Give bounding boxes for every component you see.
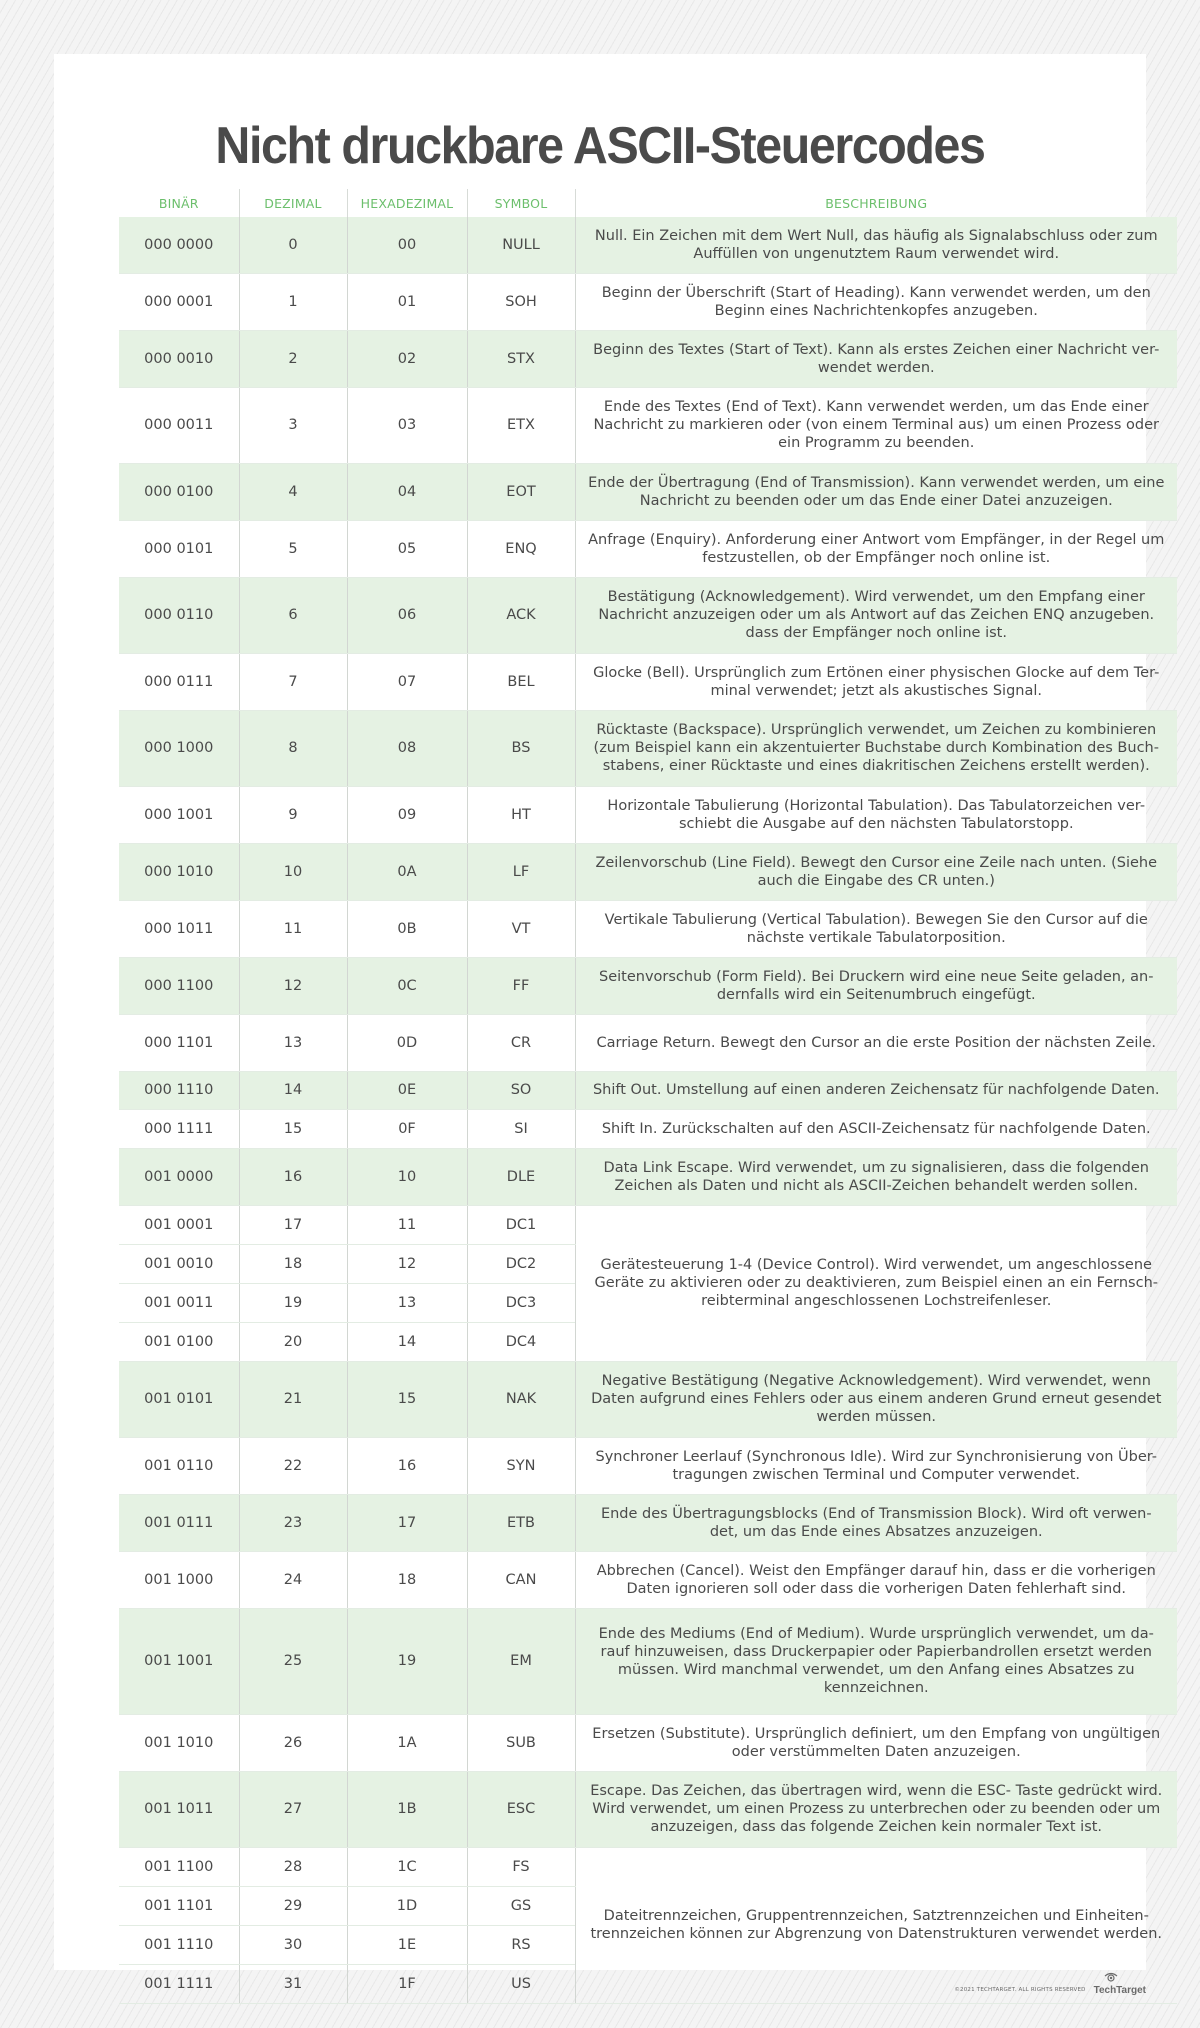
symbol-cell: HT xyxy=(467,786,575,843)
symbol-cell: ENQ xyxy=(467,520,575,577)
decimal-cell: 28 xyxy=(239,1847,347,1886)
symbol-cell: DC3 xyxy=(467,1283,575,1322)
symbol-cell: DC2 xyxy=(467,1244,575,1283)
page-title: Nicht druckbare ASCII-Steuercodes xyxy=(215,117,985,175)
hexadecimal-cell: 00 xyxy=(347,217,467,273)
decimal-cell: 1 xyxy=(239,273,347,330)
decimal-cell: 20 xyxy=(239,1322,347,1361)
binary-cell: 001 0100 xyxy=(119,1322,239,1361)
binary-cell: 001 1001 xyxy=(119,1608,239,1714)
ascii-control-codes-table xyxy=(119,189,1177,2004)
hexadecimal-cell: 1B xyxy=(347,1771,467,1847)
description-cell: Shift In. Zurückschalten auf den ASCII-Zeichensatz für nachfolgende Daten. xyxy=(575,1109,1177,1148)
symbol-cell: EM xyxy=(467,1608,575,1714)
binary-cell: 000 1001 xyxy=(119,786,239,843)
table-row xyxy=(119,957,1177,1014)
decimal-cell: 18 xyxy=(239,1244,347,1283)
description-cell: Null. Ein Zeichen mit dem Wert Null, das häufig als Signalabschluss oder zum Auffüllen von ungenutztem Raum verwendet wird. xyxy=(575,217,1177,273)
techtarget-logo xyxy=(1094,1985,1146,1996)
binary-cell: 001 1011 xyxy=(119,1771,239,1847)
description-cell: Ende des Textes (End of Text). Kann verwendet werden, um das Ende einer Nachricht zu markieren oder (von einem Terminal aus) um einen Prozess oder ein Programm zu beenden. xyxy=(575,387,1177,463)
table-row xyxy=(119,1494,1177,1551)
symbol-cell: SO xyxy=(467,1071,575,1109)
table-row xyxy=(119,387,1177,463)
description-cell: Beginn des Textes (Start of Text). Kann als erstes Zeichen einer Nachricht ver-wendet werden. xyxy=(575,330,1177,387)
table-row xyxy=(119,463,1177,520)
decimal-cell: 22 xyxy=(239,1437,347,1494)
binary-cell: 000 0101 xyxy=(119,520,239,577)
decimal-cell: 8 xyxy=(239,710,347,786)
binary-cell: 000 1010 xyxy=(119,843,239,900)
symbol-cell: EOT xyxy=(467,463,575,520)
symbol-cell: ESC xyxy=(467,1771,575,1847)
binary-cell: 000 1101 xyxy=(119,1014,239,1071)
hexadecimal-cell: 1A xyxy=(347,1714,467,1771)
table-row xyxy=(119,843,1177,900)
symbol-cell: SI xyxy=(467,1109,575,1148)
column-header-decimal: DEZIMAL xyxy=(239,189,347,217)
symbol-cell: DC4 xyxy=(467,1322,575,1361)
column-header-hexadecimal: HEXADEZIMAL xyxy=(347,189,467,217)
description-cell: Dateitrennzeichen, Gruppentrennzeichen, Satztrennzeichen und Einheiten-trennzeichen können zur Abgrenzung von Datenstrukturen verwendet werden. xyxy=(575,1847,1177,2003)
binary-cell: 001 0000 xyxy=(119,1148,239,1205)
hexadecimal-cell: 0D xyxy=(347,1014,467,1071)
hexadecimal-cell: 13 xyxy=(347,1283,467,1322)
decimal-cell: 10 xyxy=(239,843,347,900)
decimal-cell: 0 xyxy=(239,217,347,273)
hexadecimal-cell: 19 xyxy=(347,1608,467,1714)
eye-icon xyxy=(1104,1972,1118,1982)
symbol-cell: BEL xyxy=(467,653,575,710)
decimal-cell: 16 xyxy=(239,1148,347,1205)
binary-cell: 001 0110 xyxy=(119,1437,239,1494)
hexadecimal-cell: 04 xyxy=(347,463,467,520)
binary-cell: 000 0110 xyxy=(119,577,239,653)
description-cell: Rücktaste (Backspace). Ursprünglich verwendet, um Zeichen zu kombinieren (zum Beispiel kann ein akzentuierter Buchstabe durch Kombination des Buch-stabens, einer Rücktaste und eines diakritischen Zeichens erstellt werden). xyxy=(575,710,1177,786)
symbol-cell: NULL xyxy=(467,217,575,273)
decimal-cell: 26 xyxy=(239,1714,347,1771)
table-row xyxy=(119,217,1177,273)
decimal-cell: 9 xyxy=(239,786,347,843)
hexadecimal-cell: 0B xyxy=(347,900,467,957)
description-cell: Beginn der Überschrift (Start of Heading). Kann verwendet werden, um den Beginn eines Nachrichtenkopfes anzugeben. xyxy=(575,273,1177,330)
hexadecimal-cell: 12 xyxy=(347,1244,467,1283)
binary-cell: 001 1100 xyxy=(119,1847,239,1886)
hexadecimal-cell: 06 xyxy=(347,577,467,653)
binary-cell: 001 1010 xyxy=(119,1714,239,1771)
decimal-cell: 27 xyxy=(239,1771,347,1847)
symbol-cell: STX xyxy=(467,330,575,387)
table-row xyxy=(119,1714,1177,1771)
table-body xyxy=(119,217,1177,2003)
decimal-cell: 23 xyxy=(239,1494,347,1551)
table-row xyxy=(119,330,1177,387)
binary-cell: 000 1100 xyxy=(119,957,239,1014)
description-cell: Bestätigung (Acknowledgement). Wird verwendet, um den Empfang einer Nachricht anzuzeigen oder um als Antwort auf das Zeichen ENQ anzugeben. dass der Empfänger noch online ist. xyxy=(575,577,1177,653)
table-row xyxy=(119,1361,1177,1437)
table-row xyxy=(119,1847,1177,1886)
brand-name: TechTarget xyxy=(1093,1985,1146,1996)
symbol-cell: SOH xyxy=(467,273,575,330)
description-cell: Escape. Das Zeichen, das übertragen wird, wenn die ESC- Taste gedrückt wird. Wird verwendet, um einen Prozess zu unterbrechen oder zu beenden oder um anzuzeigen, dass das folgende Zeichen kein normaler Text ist. xyxy=(575,1771,1177,1847)
symbol-cell: US xyxy=(467,1964,575,2003)
symbol-cell: FS xyxy=(467,1847,575,1886)
symbol-cell: CR xyxy=(467,1014,575,1071)
description-cell: Ersetzen (Substitute). Ursprünglich definiert, um den Empfang von ungültigen oder verstümmelten Daten anzuzeigen. xyxy=(575,1714,1177,1771)
table-row xyxy=(119,273,1177,330)
decimal-cell: 3 xyxy=(239,387,347,463)
table-row xyxy=(119,710,1177,786)
binary-cell: 000 1011 xyxy=(119,900,239,957)
decimal-cell: 25 xyxy=(239,1608,347,1714)
hexadecimal-cell: 15 xyxy=(347,1361,467,1437)
symbol-cell: GS xyxy=(467,1886,575,1925)
hexadecimal-cell: 09 xyxy=(347,786,467,843)
hexadecimal-cell: 1F xyxy=(347,1964,467,2003)
decimal-cell: 6 xyxy=(239,577,347,653)
binary-cell: 000 0000 xyxy=(119,217,239,273)
symbol-cell: SYN xyxy=(467,1437,575,1494)
description-cell: Glocke (Bell). Ursprünglich zum Ertönen einer physischen Glocke auf dem Ter-minal verwendet; jetzt als akustisches Signal. xyxy=(575,653,1177,710)
description-cell: Anfrage (Enquiry). Anforderung einer Antwort vom Empfänger, in der Regel um festzustellen, ob der Empfänger noch online ist. xyxy=(575,520,1177,577)
binary-cell: 000 1110 xyxy=(119,1071,239,1109)
binary-cell: 001 0011 xyxy=(119,1283,239,1322)
symbol-cell: CAN xyxy=(467,1551,575,1608)
description-cell: Vertikale Tabulierung (Vertical Tabulation). Bewegen Sie den Cursor auf die nächste vertikale Tabulatorposition. xyxy=(575,900,1177,957)
hexadecimal-cell: 16 xyxy=(347,1437,467,1494)
decimal-cell: 11 xyxy=(239,900,347,957)
description-cell: Zeilenvorschub (Line Field). Bewegt den Cursor eine Zeile nach unten. (Siehe auch die Eingabe des CR unten.) xyxy=(575,843,1177,900)
binary-cell: 000 0001 xyxy=(119,273,239,330)
table-row xyxy=(119,1071,1177,1109)
hexadecimal-cell: 02 xyxy=(347,330,467,387)
hexadecimal-cell: 08 xyxy=(347,710,467,786)
hexadecimal-cell: 0C xyxy=(347,957,467,1014)
decimal-cell: 5 xyxy=(239,520,347,577)
hexadecimal-cell: 18 xyxy=(347,1551,467,1608)
table-row xyxy=(119,1551,1177,1608)
table-row xyxy=(119,1608,1177,1714)
decimal-cell: 12 xyxy=(239,957,347,1014)
description-cell: Ende des Mediums (End of Medium). Wurde ursprünglich verwendet, um da-rauf hinzuweisen, dass Druckerpapier oder Papierbandrollen ersetzt werden müssen. Wird manchmal verwendet, um den Anfang eines Absatzes zu kennzeichnen. xyxy=(575,1608,1177,1714)
decimal-cell: 19 xyxy=(239,1283,347,1322)
hexadecimal-cell: 07 xyxy=(347,653,467,710)
column-header-description: BESCHREIBUNG xyxy=(575,189,1177,217)
table-row xyxy=(119,1771,1177,1847)
hexadecimal-cell: 14 xyxy=(347,1322,467,1361)
binary-cell: 001 0111 xyxy=(119,1494,239,1551)
decimal-cell: 13 xyxy=(239,1014,347,1071)
table-row xyxy=(119,1148,1177,1205)
description-cell: Horizontale Tabulierung (Horizontal Tabulation). Das Tabulatorzeichen ver-schiebt die Ausgabe auf den nächsten Tabulatorstopp. xyxy=(575,786,1177,843)
binary-cell: 001 0101 xyxy=(119,1361,239,1437)
hexadecimal-cell: 0E xyxy=(347,1071,467,1109)
binary-cell: 000 0011 xyxy=(119,387,239,463)
symbol-cell: SUB xyxy=(467,1714,575,1771)
hexadecimal-cell: 05 xyxy=(347,520,467,577)
hexadecimal-cell: 1D xyxy=(347,1886,467,1925)
hexadecimal-cell: 11 xyxy=(347,1205,467,1244)
binary-cell: 001 1110 xyxy=(119,1925,239,1964)
symbol-cell: RS xyxy=(467,1925,575,1964)
decimal-cell: 15 xyxy=(239,1109,347,1148)
table-row xyxy=(119,1014,1177,1071)
binary-cell: 000 1000 xyxy=(119,710,239,786)
table-row xyxy=(119,900,1177,957)
table-row xyxy=(119,1205,1177,1244)
description-cell: Synchroner Leerlauf (Synchronous Idle). Wird zur Synchronisierung von Über-tragungen zwischen Terminal und Computer verwendet. xyxy=(575,1437,1177,1494)
hexadecimal-cell: 0F xyxy=(347,1109,467,1148)
description-cell: Abbrechen (Cancel). Weist den Empfänger darauf hin, dass er die vorherigen Daten ignorieren soll oder dass die vorherigen Daten fehlerhaft sind. xyxy=(575,1551,1177,1608)
symbol-cell: DC1 xyxy=(467,1205,575,1244)
column-header-symbol: SYMBOL xyxy=(467,189,575,217)
table-row xyxy=(119,1437,1177,1494)
table-row xyxy=(119,786,1177,843)
binary-cell: 001 1111 xyxy=(119,1964,239,2003)
description-cell: Negative Bestätigung (Negative Acknowledgement). Wird verwendet, wenn Daten aufgrund eines Fehlers oder aus einem anderen Grund erneut gesendet werden müssen. xyxy=(575,1361,1177,1437)
description-cell: Seitenvorschub (Form Field). Bei Druckern wird eine neue Seite geladen, an-dernfalls wird ein Seitenumbruch eingefügt. xyxy=(575,957,1177,1014)
column-header-binary: BINÄR xyxy=(158,195,199,211)
symbol-cell: VT xyxy=(467,900,575,957)
symbol-cell: NAK xyxy=(467,1361,575,1437)
decimal-cell: 24 xyxy=(239,1551,347,1608)
hexadecimal-cell: 1E xyxy=(347,1925,467,1964)
symbol-cell: ACK xyxy=(467,577,575,653)
decimal-cell: 21 xyxy=(239,1361,347,1437)
binary-cell: 000 1111 xyxy=(119,1109,239,1148)
symbol-cell: LF xyxy=(467,843,575,900)
binary-cell: 001 0001 xyxy=(119,1205,239,1244)
symbol-cell: ETX xyxy=(467,387,575,463)
decimal-cell: 4 xyxy=(239,463,347,520)
hexadecimal-cell: 17 xyxy=(347,1494,467,1551)
hexadecimal-cell: 0A xyxy=(347,843,467,900)
description-cell: Ende der Übertragung (End of Transmission). Kann verwendet werden, um eine Nachricht zu beenden oder um das Ende einer Datei anzuzeigen. xyxy=(575,463,1177,520)
symbol-cell: DLE xyxy=(467,1148,575,1205)
decimal-cell: 17 xyxy=(239,1205,347,1244)
decimal-cell: 14 xyxy=(239,1071,347,1109)
decimal-cell: 31 xyxy=(239,1964,347,2003)
hexadecimal-cell: 10 xyxy=(347,1148,467,1205)
table-row xyxy=(119,1109,1177,1148)
symbol-cell: FF xyxy=(467,957,575,1014)
binary-cell: 001 1000 xyxy=(119,1551,239,1608)
binary-cell: 000 0111 xyxy=(119,653,239,710)
description-cell: Data Link Escape. Wird verwendet, um zu signalisieren, dass die folgenden Zeichen als Daten und nicht als ASCII-Zeichen behandelt werden sollen. xyxy=(575,1148,1177,1205)
binary-cell: 001 1101 xyxy=(119,1886,239,1925)
hexadecimal-cell: 1C xyxy=(347,1847,467,1886)
description-cell: Gerätesteuerung 1-4 (Device Control). Wird verwendet, um angeschlossene Geräte zu aktivieren oder zu deaktivieren, zum Beispiel einen an ein Fernsch-reibterminal angeschlossenen Lochstreifenleser. xyxy=(575,1205,1177,1361)
hexadecimal-cell: 01 xyxy=(347,273,467,330)
symbol-cell: ETB xyxy=(467,1494,575,1551)
binary-cell: 000 0010 xyxy=(119,330,239,387)
symbol-cell: BS xyxy=(467,710,575,786)
description-cell: Ende des Übertragungsblocks (End of Transmission Block). Wird oft verwen-det, um das Ende eines Absatzes anzuzeigen. xyxy=(575,1494,1177,1551)
description-cell: Carriage Return. Bewegt den Cursor an die erste Position der nächsten Zeile. xyxy=(575,1014,1177,1071)
table-row xyxy=(119,653,1177,710)
table-header-row xyxy=(119,189,1177,217)
decimal-cell: 30 xyxy=(239,1925,347,1964)
table-row xyxy=(119,520,1177,577)
description-cell: Shift Out. Umstellung auf einen anderen Zeichensatz für nachfolgende Daten. xyxy=(575,1071,1177,1109)
footer xyxy=(954,1985,1146,1996)
table-row xyxy=(119,577,1177,653)
hexadecimal-cell: 03 xyxy=(347,387,467,463)
decimal-cell: 29 xyxy=(239,1886,347,1925)
binary-cell: 001 0010 xyxy=(119,1244,239,1283)
copyright-notice: ©2021 TECHTARGET. ALL RIGHTS RESERVED xyxy=(954,1987,1086,1993)
decimal-cell: 2 xyxy=(239,330,347,387)
decimal-cell: 7 xyxy=(239,653,347,710)
binary-cell: 000 0100 xyxy=(119,463,239,520)
